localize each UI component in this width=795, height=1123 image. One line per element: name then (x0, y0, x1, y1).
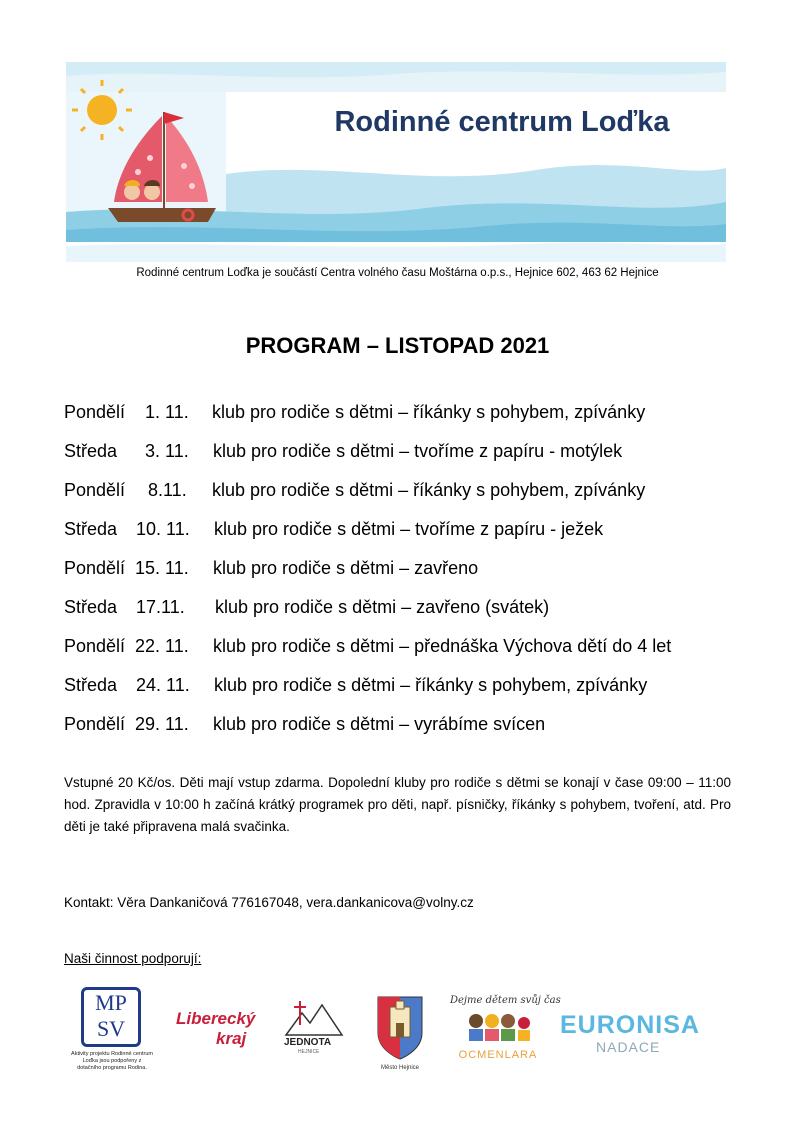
mountain-icon (284, 999, 344, 1037)
jednota-logo (284, 999, 354, 1059)
schedule-description: klub pro rodiče s dětmi – tvoříme z papíru - motýlek (213, 441, 623, 461)
jednota-sub: HEJNICE (298, 1049, 320, 1055)
page-header-title: Rodinné centrum Loďka (334, 106, 670, 138)
notes-paragraph: Vstupné 20 Kč/os. Děti mají vstup zdarma. Dopolední kluby pro rodiče s dětmi se konají v čase 09:00 – 11:00 hod. Zpravidla v 10:00 h začíná krátký programek pro děti, např. písničky, říkánky s pohybem, tvoření, atd. Pro děti je také připravena malá svačinka. (64, 775, 731, 834)
schedule-day: Pondělí (64, 558, 126, 578)
mpsv-logo-mark (81, 987, 141, 1047)
liberecky-kraj-line2: kraj (216, 1029, 247, 1048)
hejnice-coat-of-arms (374, 993, 426, 1075)
schedule-date: 17.11. (136, 597, 185, 617)
euronisa-logo (560, 1011, 700, 1059)
schedule-description: klub pro rodiče s dětmi – tvoříme z papíru - ježek (214, 519, 604, 539)
mpsv-line2: SV (96, 1016, 126, 1041)
coat-of-arms-icon (374, 993, 426, 1063)
schedule-date: 24. 11. (136, 675, 190, 695)
liberecky-kraj-logo (176, 1009, 276, 1053)
schedule-description: klub pro rodiče s dětmi – říkánky s pohybem, zpívánky (212, 402, 646, 422)
schedule-description: klub pro rodiče s dětmi – zavřeno (213, 558, 479, 578)
schedule-date: 29. 11. (135, 714, 189, 734)
schedule-date: 8.11. (148, 480, 187, 500)
banner-illustration (66, 62, 726, 262)
mpsv-caption: Aktivity projektu Rodinné centrum Loďka jsou podpořeny z dotačního programu Rodina. (71, 1051, 153, 1071)
schedule-description: klub pro rodiče s dětmi – zavřeno (svátek) (215, 597, 550, 617)
contact-info: Kontakt: Věra Dankaničová 776167048, vera.dankanicova@volny.cz (64, 895, 474, 910)
schedule-day: Pondělí (64, 480, 126, 500)
schedule-date: 22. 11. (135, 636, 189, 656)
schedule-day: Středa (64, 675, 118, 695)
hejnice-caption: Město Hejnice (380, 1065, 419, 1071)
schedule-date: 10. 11. (136, 519, 190, 539)
mpsv-line1: MP (95, 990, 127, 1015)
schedule-description: klub pro rodiče s dětmi – vyrábíme svícen (213, 714, 546, 734)
schedule-day: Pondělí (64, 402, 126, 422)
supporters-label: Naši činnost podporují: (64, 951, 202, 966)
schedule-day: Středa (64, 519, 118, 539)
program-title: PROGRAM – LISTOPAD 2021 (245, 333, 550, 358)
supporter-logos (70, 985, 710, 1075)
schedule-day: Pondělí (64, 714, 126, 734)
schedule-day: Pondělí (64, 636, 126, 656)
schedule-description: klub pro rodiče s dětmi – říkánky s pohybem, zpívánky (214, 675, 648, 695)
schedule-day: Středa (64, 597, 118, 617)
schedule-date: 1. 11. (145, 402, 189, 422)
dejme-detem-line1: Dejme dětem svůj čas (450, 995, 561, 1006)
schedule-day: Středa (64, 441, 118, 461)
dejme-detem-line2: OCMENLARA (458, 1049, 538, 1061)
mpsv-logo (70, 985, 166, 1075)
header-banner (66, 62, 726, 262)
schedule-description: klub pro rodiče s dětmi – říkánky s pohybem, zpívánky (212, 480, 646, 500)
jednota-name: JEDNOTA (284, 1037, 332, 1048)
schedule-description: klub pro rodiče s dětmi – přednáška Výchova dětí do 4 let (213, 636, 672, 656)
family-icon (450, 1011, 546, 1043)
affiliation-text: Rodinné centrum Loďka je součástí Centra volného času Moštárna o.p.s., Hejnice 602, 463 62 Hejnice (136, 267, 659, 279)
schedule-date: 15. 11. (135, 558, 189, 578)
euronisa-line2: NADACE (596, 1039, 661, 1055)
schedule-date: 3. 11. (145, 441, 189, 461)
liberecky-kraj-line1: Liberecký (176, 1009, 256, 1028)
dejme-detem-logo (450, 995, 561, 1069)
euronisa-line1: EURONISA (560, 1011, 700, 1039)
